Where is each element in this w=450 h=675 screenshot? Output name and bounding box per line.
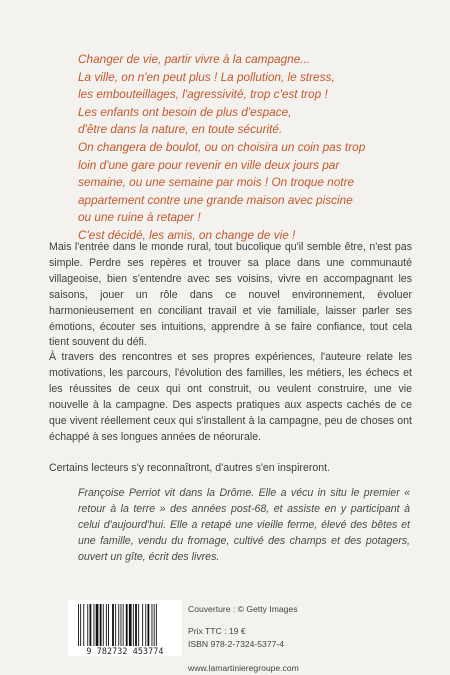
isbn: ISBN 978-2-7324-5377-4 [188, 639, 285, 650]
intro-line: d'être dans la nature, en toute sécurité. [78, 122, 283, 137]
intro-line: Les enfants ont besoin de plus d'espace, [78, 104, 292, 119]
author-bio: Françoise Perriot vit dans la Drôme. Elle a vécu in situ le premier « retour à la terre » des années post-68, et assiste en y participant à celui d'aujourd'hui. Elle a retapé une vieille ferme, élevé des bêtes et une famille, vendu du fromage, cultivé des champs et des potagers, ouvert un gîte, écrit des livres. [78, 487, 410, 563]
barcode-bar [123, 604, 124, 646]
barcode-bar [145, 604, 146, 646]
barcode-bar [106, 604, 107, 646]
barcode-bar [87, 604, 88, 646]
barcode-bar [138, 604, 139, 646]
barcode-bar [90, 604, 92, 646]
intro-line: appartement contre une grande maison avec piscine [78, 192, 353, 207]
barcode-bar [80, 604, 81, 646]
cover-credit: Couverture : © Getty Images [188, 604, 298, 614]
barcode-bar [118, 604, 119, 646]
intro-quote [78, 51, 408, 245]
body-paragraph: Mais l'entrée dans le monde rural, tout bucolique qu'il semble être, n'est pas simple. Perdre ses repères et trouver sa place dans une communauté villageoise, bien s'entendre avec ses voisins, vivre en accompagnant les saisons, jouer un rôle dans ce nouvel environnement, évoluer harmonieusement en conciliant travail et vie familiale, laisser parler ses émotions, écouter ses intuitions, apprendre à se faire confiance, tout cela tient souvent du défi. [49, 241, 412, 349]
barcode-bars [76, 604, 176, 646]
price: Prix TTC : 19 € [188, 626, 246, 637]
intro-line: loin d'une gare pour revenir en ville deux jours par [78, 157, 340, 172]
intro-line: La ville, on n'en peut plus ! La pollution, le stress, [78, 69, 335, 84]
intro-line: les embouteillages, l'agressivité, trop c'est trop ! [78, 87, 328, 102]
body-paragraph: Certains lecteurs s'y reconnaîtront, d'autres s'en inspireront. [49, 462, 331, 474]
barcode-bar [135, 604, 137, 646]
barcode-bar [94, 604, 95, 646]
barcode-bar [126, 604, 128, 646]
barcode-bar [78, 604, 79, 646]
barcode-bar [96, 604, 99, 646]
barcode-bar [142, 604, 143, 646]
barcode-bar [100, 604, 102, 646]
publication-info [188, 603, 299, 675]
intro-line: C'est décidé, les amis, on change de vie ! [78, 227, 296, 242]
barcode-digits: 9 782732 453774 [86, 646, 164, 656]
intro-line: ou une ruine à retaper ! [78, 210, 201, 225]
barcode-bar [156, 604, 157, 646]
intro-line: Changer de vie, partir vivre à la campagne... [78, 52, 311, 66]
intro-line: On changera de boulot, ou on choisira un coin pas trop [78, 139, 366, 154]
barcode-bar [148, 604, 150, 646]
barcode-bar [112, 604, 114, 646]
publisher-website[interactable]: www.lamartinieregroupe.com [188, 662, 299, 673]
barcode-bar [115, 604, 116, 646]
barcode-bar [154, 604, 155, 646]
barcode-bar [133, 604, 134, 646]
barcode-bar [121, 604, 122, 646]
intro-line: semaine, ou une semaine par mois ! On troque notre [78, 175, 355, 190]
body-paragraph: À travers des rencontres et ses propres expériences, l'auteure relate les motivations, les parcours, l'évolution des familles, les métiers, les échecs et les réussites de ceux qui ont construit, ou veulent construire, une vie nouvelle à la campagne. Des aspects pratiques aux aspects cachés de ce que vivent réellement ceux qui s'installent à la campagne, peu de choses ont échappé à ses longues années de néorurale. [49, 351, 412, 443]
barcode-bar [152, 604, 153, 646]
barcode-bar [103, 604, 104, 646]
barcode-bar [129, 604, 132, 646]
isbn-barcode [68, 600, 182, 656]
barcode-bar [83, 604, 84, 646]
barcode-bar [108, 604, 109, 646]
